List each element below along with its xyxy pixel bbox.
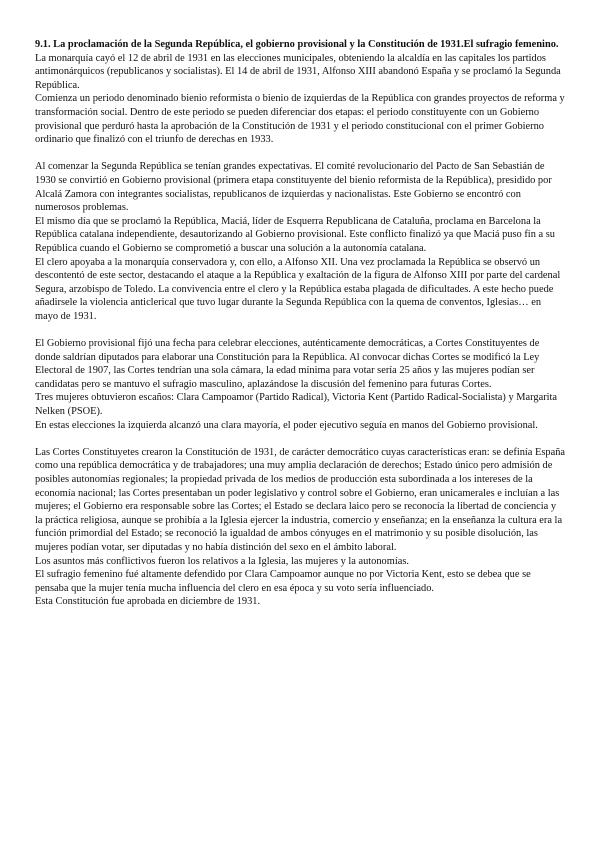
paragraph: El sufragio femenino fué altamente defendido por Clara Campoamor aunque no por Victoria Kent, esto se debea que se pensaba que la mujer tenía mucha influencia del clero en esa época y su voto sería influenciado. bbox=[35, 569, 531, 594]
section-proclamation bbox=[35, 52, 565, 147]
paragraph: El mismo día que se proclamó la República, Maciá, líder de Esquerra Republicana de Cataluña, proclama en Barcelona la República catalana independiente, desautorizando al Gobierno provisional. Este conflicto finalizó ya que Maciá puso fin a su República cuando el Gobierno se comprometió a buscar una solución a la autonomía catalana. bbox=[35, 215, 555, 254]
paragraph: Las Cortes Constituyetes crearon la Constitución de 1931, de carácter democrático cuyas características eran: se definía España como una república democrática y de trabajadores; una muy amplia declaración de derechos; Estado único pero admisión de posibles autonomías regionales; la propiedad privada de los medios de producción esta subordinada a los intereses de la economía nacional; las Cortes presentaban un poder legislativo y control sobre el Gobierno, eran unicamerales e incluían a las mujeres; el Gobierno era responsable sobre las Cortes; el Estado se declara laico pero se reconocía la libertad de conciencia y la práctica religiosa, aunque se prohibía a la Iglesia ejercer la industria, comercio y enseñanza; en la enseñanza la cultura era la función primordial del Estado; se reconoció la igualdad de ambos cónyuges en el matrimonio y su posible disolución, las mujeres podían votar, ser diputadas y no había distinción del sexo en el ámbito laboral. bbox=[35, 446, 565, 553]
section-elections bbox=[35, 337, 565, 432]
paragraph: El Gobierno provisional fijó una fecha para celebrar elecciones, auténticamente democráticas, a Cortes Constituyentes de donde saldrían diputados para elaborar una Constitución para la República. Al convocar dichas Cortes se modificó la Ley Electoral de 1907, las Cortes tendrían una sola cámara, la edad mínima para votar sería 25 años y las mujeres podían ser candidatas pero se mantuvo el sufragio masculino, aplazándose la discusión del femenino para futuras Cortes. bbox=[35, 338, 540, 390]
document-page bbox=[35, 38, 565, 609]
section-heading: 9.1. La proclamación de la Segunda República, el gobierno provisional y la Constitución de 1931.El sufragio femenino. bbox=[35, 39, 559, 50]
paragraph: En estas elecciones la izquierda alcanzó una clara mayoría, el poder ejecutivo seguía en manos del Gobierno provisional. bbox=[35, 419, 538, 431]
paragraph: Tres mujeres obtuvieron escaños: Clara Campoamor (Partido Radical), Victoria Kent (Partido Radical-Socialista) y Margarita Nelken (PSOE). bbox=[35, 392, 558, 418]
paragraph-spacer bbox=[35, 147, 565, 161]
section-constitution bbox=[35, 446, 565, 609]
paragraph: Comienza un periodo denominado bienio reformista o bienio de izquierdas de la República con grandes proyectos de reforma y transformación social. Dentro de este periodo se pueden diferenciar dos etapas: el periodo constituyente con un Gobierno provisional que perduró hasta la aprobación de la Constitución de 1931 y el periodo constitucional con el primer Gobierno ordinario que finalizó con el triunfo de derechas en 1933. bbox=[35, 93, 565, 146]
paragraph: Al comenzar la Segunda República se tenían grandes expectativas. El comité revolucionario del Pacto de San Sebastián de 1930 se convirtió en Gobierno provisional (primera etapa constituyente del bienio reformista de la República), presidido por Alcalá Zamora con integrantes socialistas, republicanos de izquierdas y nacionalistas. Este Gobierno se encontró con numerosos problemas. bbox=[35, 161, 552, 214]
paragraph: El clero apoyaba a la monarquía conservadora y, con ello, a Alfonso XII. Una vez proclamada la República se observó un descontentó de este sector, destacando el ataque a la República y exaltación de la figura de Alfonso XIII por parte del cardenal Segura, arzobispo de Toledo. La convivencia entre el clero y la República estaba plagada de dificultades. A este hecho puede añadirsele la violencia anticlerical que tuvo lugar durante la Segunda República con la quema de conventos, Iglesias… en mayo de 1931. bbox=[35, 256, 561, 322]
paragraph: Esta Constitución fue aprobada en diciembre de 1931. bbox=[35, 596, 261, 608]
paragraph-spacer bbox=[35, 432, 565, 446]
paragraph: Los asuntos más conflictivos fueron los relativos a la Iglesia, las mujeres y la autonomías. bbox=[35, 555, 409, 567]
section-provisional-government bbox=[35, 160, 565, 323]
paragraph-spacer bbox=[35, 323, 565, 337]
paragraph: La monarquía cayó el 12 de abril de 1931 en las elecciones municipales, obteniendo la alcaldía en las capitales los partidos antimonárquicos (republicanos y socialistas). El 14 de abril de 1931, Alfonso XIII abandonó España y se proclamó la Segunda República. bbox=[35, 52, 561, 91]
